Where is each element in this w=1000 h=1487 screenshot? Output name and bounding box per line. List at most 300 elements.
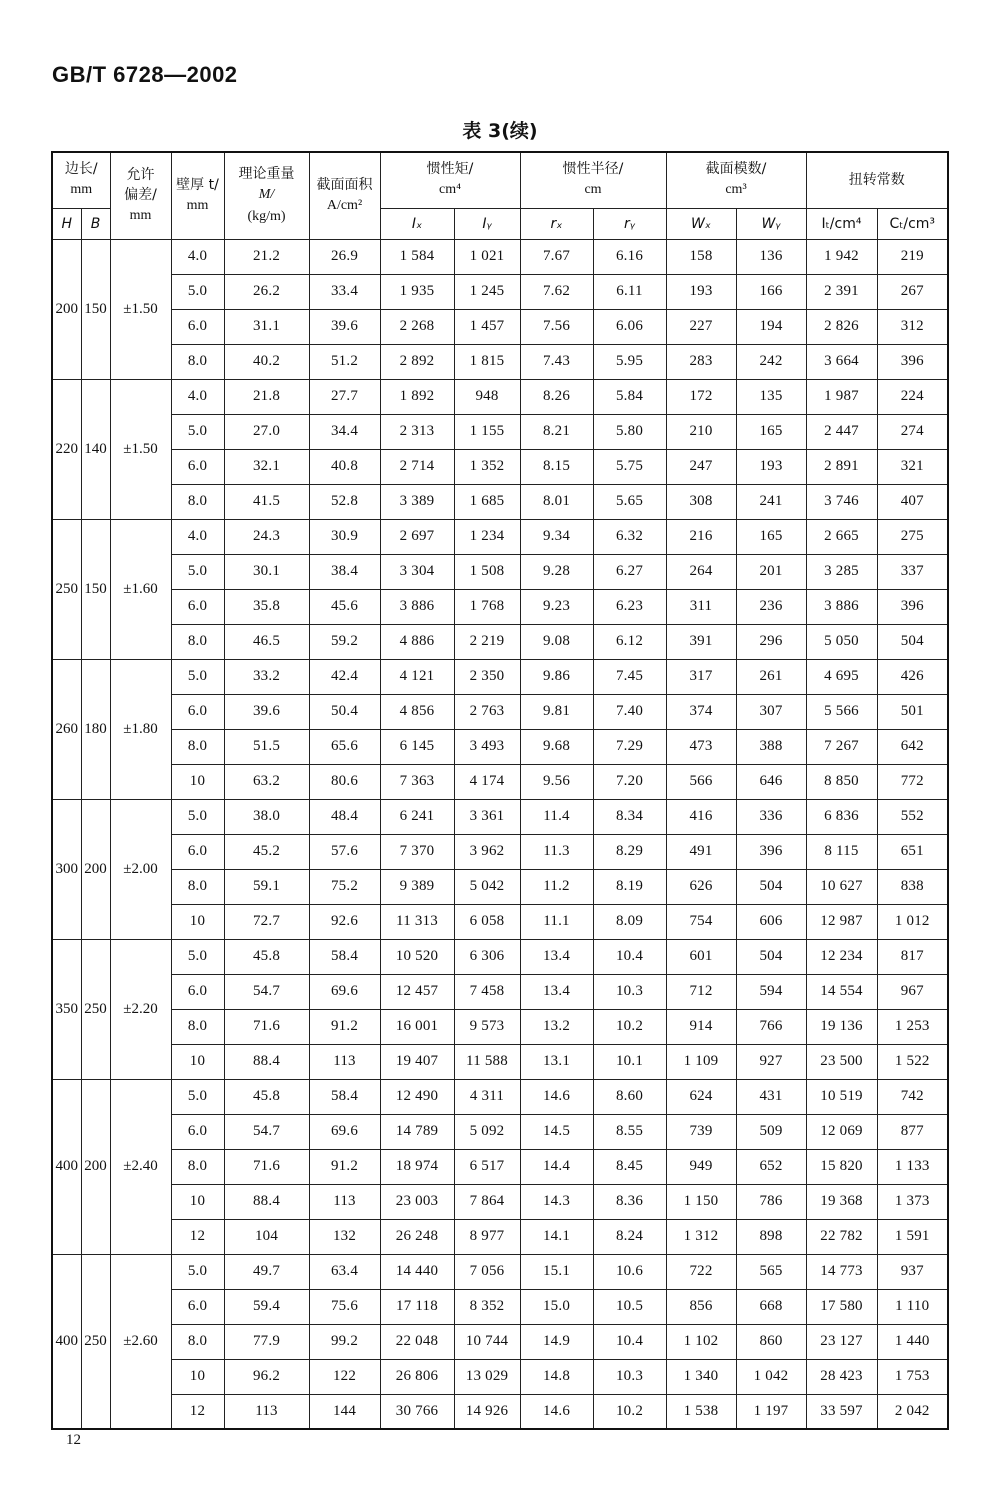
table-cell: 7.67 [520, 239, 593, 274]
table-row [52, 1044, 948, 1079]
table-cell: 336 [736, 799, 806, 834]
table-cell: 12 457 [380, 974, 454, 1009]
group-tolerance-cell: ±2.00 [110, 799, 171, 939]
table-cell: 10.1 [593, 1044, 666, 1079]
table-cell: 4.0 [171, 239, 224, 274]
header-moment-of-inertia: 惯性矩/ cm⁴ [380, 152, 520, 208]
table-cell: 13.2 [520, 1009, 593, 1044]
table-row [52, 729, 948, 764]
table-cell: 8.19 [593, 869, 666, 904]
table-cell: 11.2 [520, 869, 593, 904]
table-cell: 4 121 [380, 659, 454, 694]
table-cell: 5.80 [593, 414, 666, 449]
table-cell: 7.43 [520, 344, 593, 379]
table-cell: 8 352 [454, 1289, 520, 1324]
table-cell: 10.4 [593, 1324, 666, 1359]
table-cell: 7.45 [593, 659, 666, 694]
group-h-cell: 400 [52, 1079, 81, 1254]
table-cell: 72.7 [224, 904, 309, 939]
table-row [52, 1114, 948, 1149]
table-cell: 136 [736, 239, 806, 274]
table-cell: 54.7 [224, 974, 309, 1009]
table-cell: 165 [736, 519, 806, 554]
table-cell: 6.12 [593, 624, 666, 659]
table-body [52, 239, 948, 1429]
group-h-cell: 350 [52, 939, 81, 1079]
table-cell: 7 370 [380, 834, 454, 869]
group-h-cell: 400 [52, 1254, 81, 1429]
table-cell: 712 [666, 974, 736, 1009]
table-cell: 8.60 [593, 1079, 666, 1114]
group-b-cell: 250 [81, 1254, 110, 1429]
table-cell: 317 [666, 659, 736, 694]
table-cell: 210 [666, 414, 736, 449]
table-cell: 8.26 [520, 379, 593, 414]
table-cell: 8 115 [806, 834, 877, 869]
table-cell: 135 [736, 379, 806, 414]
table-cell: 772 [877, 764, 948, 799]
table-cell: 1 110 [877, 1289, 948, 1324]
table-cell: 16 001 [380, 1009, 454, 1044]
header-Iy: Iᵧ [454, 208, 520, 239]
header-It: Iₜ/cm⁴ [806, 208, 877, 239]
table-cell: 13.1 [520, 1044, 593, 1079]
section-properties-table [51, 151, 949, 1430]
table-cell: 754 [666, 904, 736, 939]
table-cell: 10.5 [593, 1289, 666, 1324]
group-b-cell: 250 [81, 939, 110, 1079]
table-cell: 1 234 [454, 519, 520, 554]
table-cell: 33 597 [806, 1394, 877, 1429]
table-cell: 642 [877, 729, 948, 764]
table-cell: 18 974 [380, 1149, 454, 1184]
table-cell: 307 [736, 694, 806, 729]
table-cell: 19 368 [806, 1184, 877, 1219]
table-cell: 856 [666, 1289, 736, 1324]
table-cell: 10 [171, 764, 224, 799]
table-cell: 2 447 [806, 414, 877, 449]
header-thickness: 壁厚 t/ mm [171, 152, 224, 239]
table-cell: 59.1 [224, 869, 309, 904]
table-cell: 6.0 [171, 694, 224, 729]
table-cell: 88.4 [224, 1044, 309, 1079]
table-cell: 1 815 [454, 344, 520, 379]
table-cell: 12 069 [806, 1114, 877, 1149]
table-cell: 6.32 [593, 519, 666, 554]
table-cell: 21.2 [224, 239, 309, 274]
header-radius-of-gyration: 惯性半径/ cm [520, 152, 666, 208]
table-cell: 261 [736, 659, 806, 694]
table-cell: 6.23 [593, 589, 666, 624]
table-cell: 1 538 [666, 1394, 736, 1429]
table-cell: 12 234 [806, 939, 877, 974]
header-H: H [52, 208, 81, 239]
table-cell: 158 [666, 239, 736, 274]
table-cell: 949 [666, 1149, 736, 1184]
table-row [52, 274, 948, 309]
table-cell: 71.6 [224, 1009, 309, 1044]
table-cell: 1 935 [380, 274, 454, 309]
table-cell: 1 021 [454, 239, 520, 274]
table-cell: 1 457 [454, 309, 520, 344]
table-cell: 57.6 [309, 834, 380, 869]
header-Wx: Wₓ [666, 208, 736, 239]
table-cell: 38.4 [309, 554, 380, 589]
table-cell: 388 [736, 729, 806, 764]
table-cell: 22 782 [806, 1219, 877, 1254]
table-cell: 26 248 [380, 1219, 454, 1254]
table-cell: 8.15 [520, 449, 593, 484]
table-row [52, 239, 948, 274]
table-row [52, 694, 948, 729]
table-cell: 396 [877, 344, 948, 379]
table-cell: 2 268 [380, 309, 454, 344]
table-cell: 122 [309, 1359, 380, 1394]
table-cell: 3 886 [806, 589, 877, 624]
group-b-cell: 200 [81, 1079, 110, 1254]
table-cell: 1 155 [454, 414, 520, 449]
table-row [52, 1184, 948, 1219]
table-cell: 594 [736, 974, 806, 1009]
table-row [52, 1149, 948, 1184]
table-cell: 606 [736, 904, 806, 939]
table-cell: 40.2 [224, 344, 309, 379]
table-cell: 283 [666, 344, 736, 379]
table-cell: 8.29 [593, 834, 666, 869]
table-cell: 24.3 [224, 519, 309, 554]
table-cell: 2 714 [380, 449, 454, 484]
table-cell: 1 753 [877, 1359, 948, 1394]
table-cell: 877 [877, 1114, 948, 1149]
table-cell: 193 [666, 274, 736, 309]
group-h-cell: 260 [52, 659, 81, 799]
header-section-modulus: 截面模数/ cm³ [666, 152, 806, 208]
table-cell: 165 [736, 414, 806, 449]
table-cell: 1 508 [454, 554, 520, 589]
table-row [52, 764, 948, 799]
table-cell: 5 042 [454, 869, 520, 904]
table-cell: 312 [877, 309, 948, 344]
table-cell: 5.0 [171, 659, 224, 694]
table-cell: 8.0 [171, 1324, 224, 1359]
table-cell: 8.34 [593, 799, 666, 834]
table-cell: 4 695 [806, 659, 877, 694]
table-cell: 10 [171, 1044, 224, 1079]
table-cell: 23 500 [806, 1044, 877, 1079]
table-cell: 91.2 [309, 1149, 380, 1184]
table-cell: 10 [171, 1184, 224, 1219]
table-cell: 113 [224, 1394, 309, 1429]
table-cell: 14 773 [806, 1254, 877, 1289]
table-cell: 1 312 [666, 1219, 736, 1254]
table-cell: 99.2 [309, 1324, 380, 1359]
table-cell: 6 241 [380, 799, 454, 834]
table-cell: 948 [454, 379, 520, 414]
table-row [52, 939, 948, 974]
table-cell: 10 744 [454, 1324, 520, 1359]
header-torsion-constant: 扭转常数 [806, 152, 948, 208]
table-cell: 5.95 [593, 344, 666, 379]
table-cell: 624 [666, 1079, 736, 1114]
table-cell: 4 311 [454, 1079, 520, 1114]
table-cell: 374 [666, 694, 736, 729]
table-cell: 23 003 [380, 1184, 454, 1219]
table-cell: 4 174 [454, 764, 520, 799]
table-cell: 14 440 [380, 1254, 454, 1289]
table-cell: 9.68 [520, 729, 593, 764]
table-cell: 193 [736, 449, 806, 484]
table-cell: 426 [877, 659, 948, 694]
table-cell: 1 987 [806, 379, 877, 414]
table-cell: 96.2 [224, 1359, 309, 1394]
table-cell: 646 [736, 764, 806, 799]
table-cell: 65.6 [309, 729, 380, 764]
table-cell: 75.2 [309, 869, 380, 904]
table-cell: 2 391 [806, 274, 877, 309]
table-cell: 967 [877, 974, 948, 1009]
table-cell: 7.62 [520, 274, 593, 309]
group-tolerance-cell: ±2.20 [110, 939, 171, 1079]
table-cell: 17 118 [380, 1289, 454, 1324]
table-cell: 1 042 [736, 1359, 806, 1394]
table-cell: 58.4 [309, 939, 380, 974]
table-cell: 9.81 [520, 694, 593, 729]
table-cell: 7 056 [454, 1254, 520, 1289]
table-cell: 2 826 [806, 309, 877, 344]
table-cell: 14.6 [520, 1394, 593, 1429]
table-cell: 14.6 [520, 1079, 593, 1114]
table-cell: 8.21 [520, 414, 593, 449]
table-cell: 39.6 [309, 309, 380, 344]
table-cell: 63.2 [224, 764, 309, 799]
table-cell: 311 [666, 589, 736, 624]
table-cell: 8.45 [593, 1149, 666, 1184]
table-cell: 7.40 [593, 694, 666, 729]
table-cell: 1 942 [806, 239, 877, 274]
table-cell: 201 [736, 554, 806, 589]
table-cell: 3 962 [454, 834, 520, 869]
table-cell: 3 664 [806, 344, 877, 379]
table-cell: 219 [877, 239, 948, 274]
table-cell: 224 [877, 379, 948, 414]
table-row [52, 1079, 948, 1114]
table-cell: 5 566 [806, 694, 877, 729]
table-cell: 12 [171, 1219, 224, 1254]
table-cell: 3 493 [454, 729, 520, 764]
table-cell: 30.1 [224, 554, 309, 589]
table-cell: 5.0 [171, 1254, 224, 1289]
table-cell: 308 [666, 484, 736, 519]
table-cell: 8.0 [171, 484, 224, 519]
table-title: 表 3(续) [462, 120, 538, 142]
table-row [52, 309, 948, 344]
table-cell: 14.3 [520, 1184, 593, 1219]
table-cell: 51.5 [224, 729, 309, 764]
table-cell: 3 361 [454, 799, 520, 834]
table-cell: 41.5 [224, 484, 309, 519]
table-cell: 5.0 [171, 799, 224, 834]
table-cell: 5 092 [454, 1114, 520, 1149]
table-cell: 8.0 [171, 869, 224, 904]
table-cell: 6 836 [806, 799, 877, 834]
group-tolerance-cell: ±1.60 [110, 519, 171, 659]
table-row [52, 869, 948, 904]
table-cell: 1 150 [666, 1184, 736, 1219]
table-cell: 6.0 [171, 974, 224, 1009]
table-cell: 2 313 [380, 414, 454, 449]
table-cell: 509 [736, 1114, 806, 1149]
table-cell: 4 886 [380, 624, 454, 659]
table-cell: 10.3 [593, 1359, 666, 1394]
table-cell: 75.6 [309, 1289, 380, 1324]
table-cell: 274 [877, 414, 948, 449]
table-cell: 45.8 [224, 1079, 309, 1114]
table-cell: 566 [666, 764, 736, 799]
table-cell: 9.56 [520, 764, 593, 799]
table-cell: 838 [877, 869, 948, 904]
table-row [52, 1254, 948, 1289]
table-cell: 27.0 [224, 414, 309, 449]
table-cell: 1 133 [877, 1149, 948, 1184]
table-cell: 6.0 [171, 834, 224, 869]
table-cell: 27.7 [309, 379, 380, 414]
table-cell: 5.0 [171, 414, 224, 449]
table-cell: 10.4 [593, 939, 666, 974]
table-cell: 6 058 [454, 904, 520, 939]
header-tolerance: 允许 偏差/ mm [110, 152, 171, 239]
table-cell: 8.09 [593, 904, 666, 939]
table-cell: 565 [736, 1254, 806, 1289]
table-cell: 6.0 [171, 1289, 224, 1324]
table-cell: 927 [736, 1044, 806, 1079]
table-cell: 13.4 [520, 939, 593, 974]
table-cell: 1 892 [380, 379, 454, 414]
table-cell: 10.6 [593, 1254, 666, 1289]
table-cell: 296 [736, 624, 806, 659]
table-cell: 31.1 [224, 309, 309, 344]
table-cell: 3 389 [380, 484, 454, 519]
table-cell: 1 685 [454, 484, 520, 519]
table-cell: 6.0 [171, 309, 224, 344]
table-cell: 6.06 [593, 309, 666, 344]
table-cell: 12 987 [806, 904, 877, 939]
table-cell: 1 109 [666, 1044, 736, 1079]
header-Ct: Cₜ/cm³ [877, 208, 948, 239]
table-cell: 10.2 [593, 1394, 666, 1429]
table-cell: 722 [666, 1254, 736, 1289]
table-cell: 416 [666, 799, 736, 834]
table-cell: 6 517 [454, 1149, 520, 1184]
table-cell: 1 591 [877, 1219, 948, 1254]
table-cell: 58.4 [309, 1079, 380, 1114]
table-cell: 8.0 [171, 1009, 224, 1044]
header-B: B [81, 208, 110, 239]
table-row [52, 1359, 948, 1394]
table-cell: 396 [736, 834, 806, 869]
table-cell: 59.4 [224, 1289, 309, 1324]
table-cell: 6.0 [171, 1114, 224, 1149]
table-cell: 6.0 [171, 449, 224, 484]
table-cell: 9.34 [520, 519, 593, 554]
table-cell: 236 [736, 589, 806, 624]
table-cell: 407 [877, 484, 948, 519]
table-cell: 12 [171, 1394, 224, 1429]
table-cell: 5.0 [171, 939, 224, 974]
table-cell: 2 892 [380, 344, 454, 379]
table-cell: 8.55 [593, 1114, 666, 1149]
table-cell: 59.2 [309, 624, 380, 659]
group-h-cell: 200 [52, 239, 81, 379]
group-h-cell: 250 [52, 519, 81, 659]
table-cell: 15.0 [520, 1289, 593, 1324]
table-row [52, 344, 948, 379]
table-row [52, 904, 948, 939]
table-cell: 23 127 [806, 1324, 877, 1359]
table-cell: 275 [877, 519, 948, 554]
table-cell: 9.08 [520, 624, 593, 659]
table-cell: 8.0 [171, 729, 224, 764]
table-cell: 4 856 [380, 694, 454, 729]
table-cell: 14 926 [454, 1394, 520, 1429]
header-section-area: 截面面积 A/cm² [309, 152, 380, 239]
table-cell: 11.3 [520, 834, 593, 869]
table-row [52, 659, 948, 694]
group-b-cell: 140 [81, 379, 110, 519]
table-cell: 504 [736, 869, 806, 904]
table-cell: 9.86 [520, 659, 593, 694]
table-cell: 1 440 [877, 1324, 948, 1359]
table-cell: 4.0 [171, 519, 224, 554]
table-cell: 817 [877, 939, 948, 974]
table-cell: 8.0 [171, 1149, 224, 1184]
table-cell: 242 [736, 344, 806, 379]
table-cell: 48.4 [309, 799, 380, 834]
table-cell: 2 219 [454, 624, 520, 659]
table-cell: 104 [224, 1219, 309, 1254]
table-row [52, 589, 948, 624]
table-cell: 46.5 [224, 624, 309, 659]
table-cell: 14.4 [520, 1149, 593, 1184]
header-theoretical-weight: 理论重量 M/ (kg/m) [224, 152, 309, 239]
table-cell: 14.1 [520, 1219, 593, 1254]
table-cell: 69.6 [309, 1114, 380, 1149]
table-cell: 3 886 [380, 589, 454, 624]
table-cell: 40.8 [309, 449, 380, 484]
table-cell: 860 [736, 1324, 806, 1359]
table-cell: 39.6 [224, 694, 309, 729]
table-cell: 8.0 [171, 624, 224, 659]
table-cell: 77.9 [224, 1324, 309, 1359]
table-cell: 668 [736, 1289, 806, 1324]
table-cell: 12 490 [380, 1079, 454, 1114]
group-b-cell: 180 [81, 659, 110, 799]
table-cell: 15.1 [520, 1254, 593, 1289]
table-cell: 13.4 [520, 974, 593, 1009]
table-cell: 51.2 [309, 344, 380, 379]
table-cell: 14.8 [520, 1359, 593, 1394]
table-cell: 1 102 [666, 1324, 736, 1359]
table-cell: 7.20 [593, 764, 666, 799]
table-cell: 8 850 [806, 764, 877, 799]
table-row [52, 414, 948, 449]
table-cell: 937 [877, 1254, 948, 1289]
table-cell: 19 136 [806, 1009, 877, 1044]
table-row [52, 834, 948, 869]
table-cell: 216 [666, 519, 736, 554]
header-ry: rᵧ [593, 208, 666, 239]
group-tolerance-cell: ±1.50 [110, 379, 171, 519]
header-rx: rₓ [520, 208, 593, 239]
